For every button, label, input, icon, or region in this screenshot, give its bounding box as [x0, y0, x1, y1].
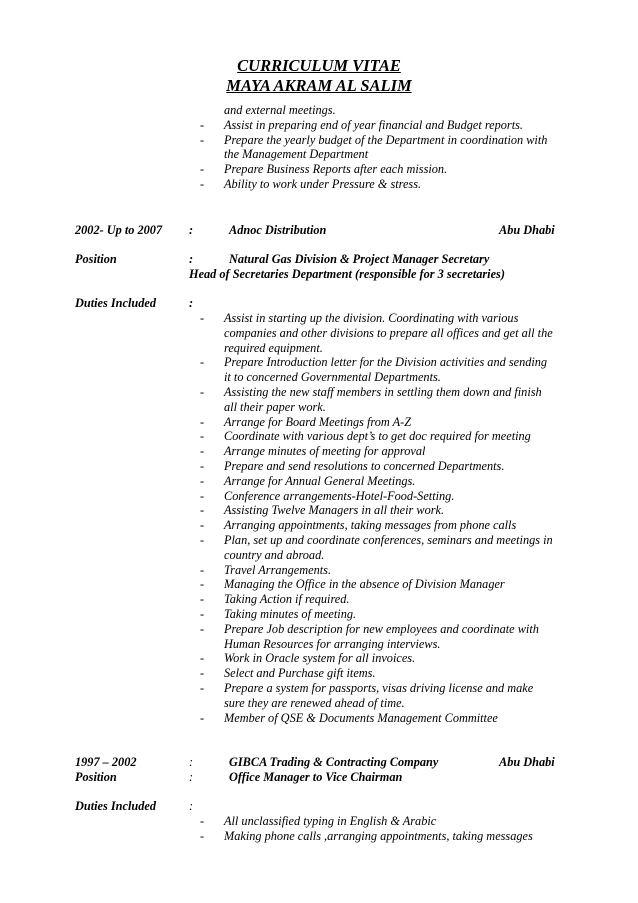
bullet-dash: - [200, 132, 205, 147]
bullet-dash: - [200, 532, 205, 547]
duty-text-line: Taking Action if required. [224, 592, 350, 607]
job2-company: GIBCA Trading & Contracting Company [229, 755, 439, 769]
job2-duties-label: Duties Included [75, 799, 156, 813]
duty-item [200, 489, 575, 504]
duty-text-line: Coordinate with various dept’s to get doc required for meeting [224, 429, 531, 444]
duty-item [200, 444, 575, 459]
duty-text-line: Travel Arrangements. [224, 562, 332, 577]
bullet-dash: - [200, 429, 205, 444]
duty-text-line: all their paper work. [224, 399, 326, 414]
job1-duties-label: Duties Included [75, 296, 156, 310]
bullet-dash: - [200, 606, 205, 621]
duty-item [200, 429, 575, 444]
bullet-dash: - [200, 814, 205, 828]
job2-period: 1997 – 2002 [75, 755, 137, 769]
duty-item [200, 162, 575, 177]
duty-text-line: Prepare Business Reports after each mission. [224, 162, 448, 177]
job2-colon: : [189, 755, 194, 769]
duty-item [200, 133, 575, 163]
bullet-dash: - [200, 117, 205, 132]
duty-text-line: Prepare Job description for new employees and coordinate with [224, 621, 539, 636]
duty-text-line: Assist in starting up the division. Coordinating with various [224, 311, 519, 325]
duty-item [200, 563, 575, 578]
duty-item [200, 681, 575, 711]
duty-item [200, 355, 575, 385]
job2-location: Abu Dhabi [499, 755, 555, 769]
bullet-dash: - [200, 621, 205, 636]
duty-item [200, 607, 575, 622]
bullet-dash: - [200, 518, 205, 533]
duty-text-line: Taking minutes of meeting. [224, 606, 357, 621]
bullet-dash: - [200, 577, 205, 592]
duty-text-line: Arrange for Board Meetings from A-Z [224, 414, 412, 429]
job1-period: 2002- Up to 2007 [75, 223, 163, 237]
duty-text-line: Member of QSE & Documents Management Committee [224, 710, 498, 725]
bullet-dash: - [200, 828, 205, 843]
bullet-dash: - [200, 311, 205, 325]
bullet-dash: - [200, 503, 205, 518]
duty-item [200, 118, 575, 133]
job2-position-colon: : [189, 770, 194, 784]
duty-text-line: Prepare the yearly budget of the Department in coordination with [224, 132, 548, 147]
bullet-dash: - [200, 651, 205, 666]
duty-text-line: Arrange minutes of meeting for approval [224, 444, 426, 459]
job2-position-label: Position [75, 770, 117, 784]
bullet-dash: - [200, 473, 205, 488]
duty-text-line: sure they are renewed ahead of time. [224, 695, 405, 710]
duty-item [200, 829, 575, 844]
duty-item [200, 177, 575, 192]
duty-item [200, 459, 575, 474]
job1-location: Abu Dhabi [499, 223, 555, 237]
bullet-dash: - [200, 444, 205, 459]
job1-position-label: Position [75, 252, 117, 266]
duty-text-line: Assisting Twelve Managers in all their work. [224, 503, 445, 518]
duty-text-line: companies and other divisions to prepare all offices and get all the [224, 325, 553, 340]
bullet-dash: - [200, 414, 205, 429]
job1-colon: : [189, 223, 194, 237]
job1-position: Natural Gas Division & Project Manager Secretary [229, 252, 490, 266]
job1-duties-colon: : [189, 296, 194, 310]
duty-text-line: Arranging appointments, taking messages from phone calls [224, 518, 517, 533]
cv-name: MAYA AKRAM AL SALIM [226, 76, 412, 95]
job1-company: Adnoc Distribution [229, 223, 327, 237]
bullet-dash: - [200, 592, 205, 607]
bullet-dash: - [200, 710, 205, 725]
duty-text-line: Ability to work under Pressure & stress. [224, 176, 422, 191]
job1-duties-list [200, 311, 575, 725]
duty-item [200, 592, 575, 607]
duty-text-line: Prepare Introduction letter for the Division activities and sending [224, 355, 548, 370]
duty-text-line: Assisting the new staff members in settling them down and finish [224, 384, 542, 399]
duty-item [200, 533, 575, 563]
duty-text-line: Prepare and send resolutions to concerned Departments. [224, 458, 505, 473]
job1-position-line2: Head of Secretaries Department (responsible for 3 secretaries) [189, 267, 505, 281]
duty-item [200, 474, 575, 489]
duty-text-line: Plan, set up and coordinate conferences, seminars and meetings in [224, 532, 553, 547]
duty-text-line: Human Resources for arranging interviews. [224, 636, 441, 651]
bullet-dash: - [200, 666, 205, 681]
duty-text-line: country and abroad. [224, 547, 325, 562]
duty-text-line: Work in Oracle system for all invoices. [224, 651, 416, 666]
bullet-dash: - [200, 488, 205, 503]
duty-text-line: the Management Department [224, 147, 369, 162]
duty-text-line: Arrange for Annual General Meetings. [224, 473, 416, 488]
duty-item [200, 415, 575, 430]
duty-text-line: Making phone calls ,arranging appointments, taking messages [224, 828, 533, 843]
duty-text-line: required equipment. [224, 340, 323, 355]
bullet-dash: - [200, 355, 205, 370]
duty-item [200, 651, 575, 666]
bullet-dash: - [200, 384, 205, 399]
bullet-dash: - [200, 162, 205, 177]
job2-position: Office Manager to Vice Chairman [229, 770, 403, 784]
duty-item [200, 666, 575, 681]
bullet-dash: - [200, 176, 205, 191]
duty-text-line: All unclassified typing in English & Arabic [224, 814, 437, 828]
duty-item [200, 503, 575, 518]
duty-item [200, 622, 575, 652]
duty-item [200, 814, 575, 829]
duty-item [200, 385, 575, 415]
duty-item [200, 311, 575, 355]
job1-position-colon: : [189, 252, 194, 266]
bullet-dash: - [200, 458, 205, 473]
duty-text-line: Assist in preparing end of year financial and Budget reports. [224, 117, 523, 132]
duty-text-line: Conference arrangements-Hotel-Food-Setting. [224, 488, 455, 503]
duty-item [200, 577, 575, 592]
duty-item [200, 711, 575, 726]
duty-item [200, 518, 575, 533]
bullet-dash: - [200, 680, 205, 695]
duty-text-line: it to concerned Governmental Departments. [224, 370, 441, 385]
duty-text-line: Managing the Office in the absence of Division Manager [224, 577, 505, 592]
cv-title: CURRICULUM VITAE [237, 56, 401, 75]
continued-duties-list [200, 103, 575, 192]
bullet-dash: - [200, 562, 205, 577]
job2-duties-colon: : [189, 799, 194, 813]
duty-text-line: Prepare a system for passports, visas driving license and make [224, 680, 534, 695]
continued-lead-line: and external meetings. [224, 103, 336, 117]
job2-duties-list [200, 814, 575, 844]
duty-text-line: Select and Purchase gift items. [224, 666, 376, 681]
